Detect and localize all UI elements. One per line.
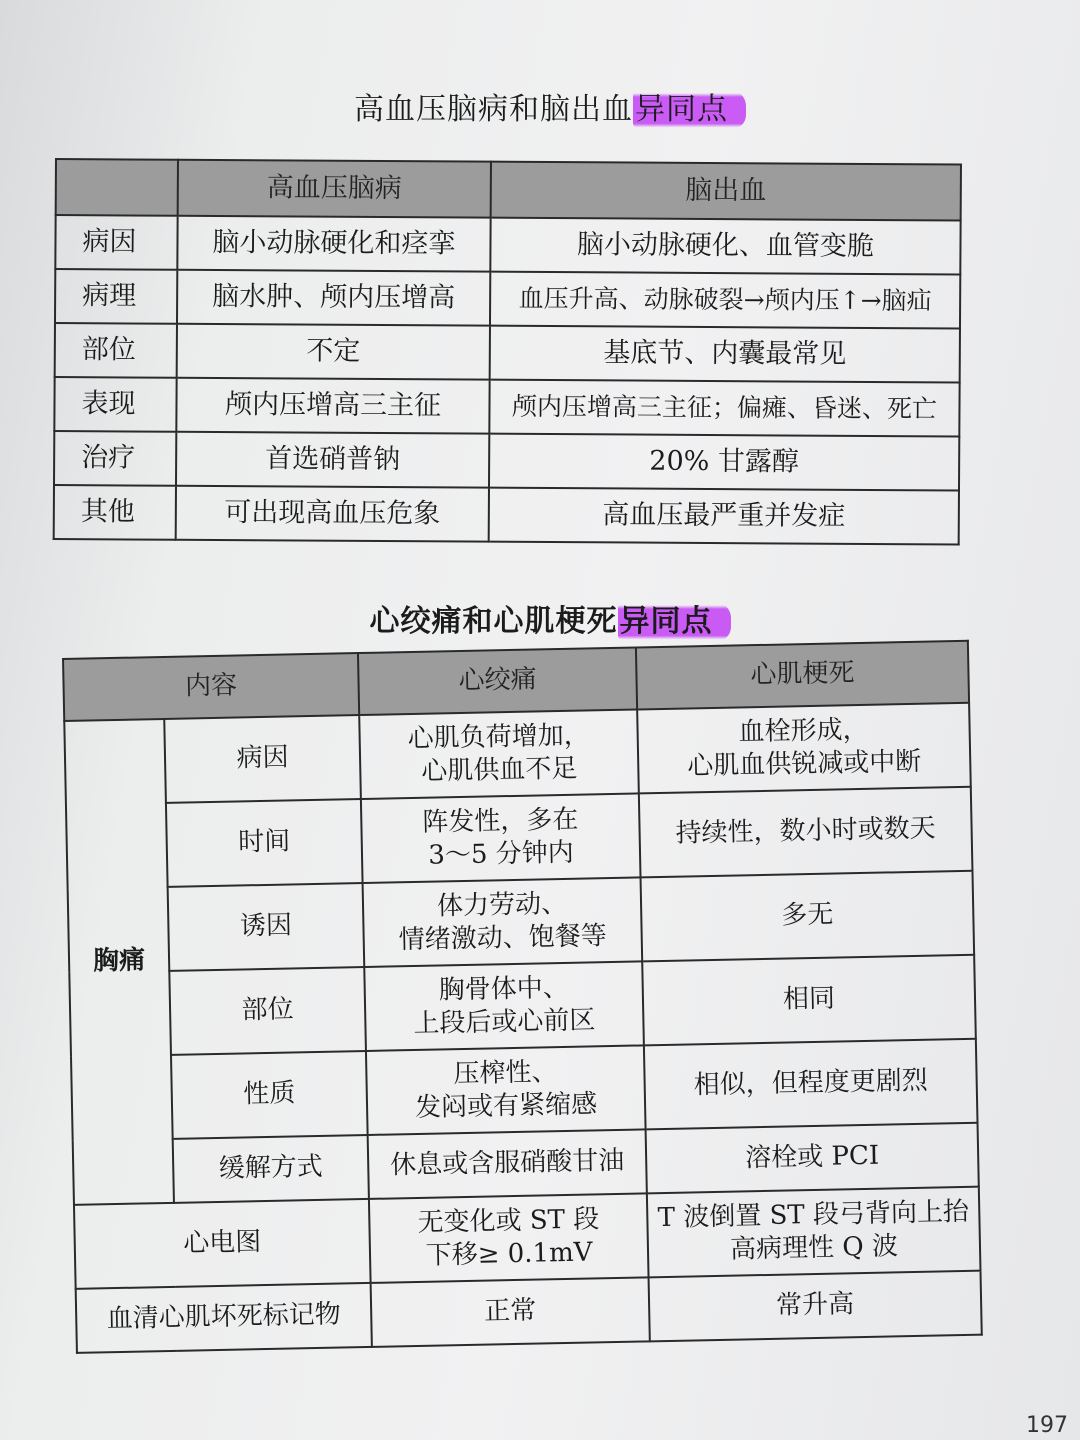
table-cell: 相似，但程度更剧烈 xyxy=(644,1039,978,1130)
table-cell: 基底节、内囊最常见 xyxy=(490,326,960,383)
section2-title: 心绞痛和心肌梗死异同点 xyxy=(200,596,900,640)
row-header: 部位 xyxy=(55,323,177,378)
section1-title: 高血压脑病和脑出血异同点 xyxy=(200,84,900,128)
row-header: 血清心肌坏死标记物 xyxy=(76,1283,372,1353)
row-header: 缓解方式 xyxy=(173,1135,369,1203)
header-cell xyxy=(56,159,178,216)
row-header: 表现 xyxy=(54,377,176,432)
table-cell: 首选硝普钠 xyxy=(176,432,489,488)
table-cell: 心肌负荷增加， 心肌供血不足 xyxy=(359,709,639,799)
table-header-row xyxy=(56,159,961,221)
page-number: 197 xyxy=(1026,1413,1068,1438)
table-cell: 20% 甘露醇 xyxy=(489,434,959,491)
hypertensive-encephalopathy-vs-cerebral-hemorrhage-table xyxy=(53,158,962,546)
table-cell: 持续性，数小时或数天 xyxy=(639,787,973,878)
table-cell: 正常 xyxy=(371,1277,650,1347)
table-cell: 休息或含服硝酸甘油 xyxy=(368,1129,647,1199)
row-header: 时间 xyxy=(166,799,363,887)
table-row xyxy=(54,485,959,545)
table-cell: 无变化或 ST 段 下移≥ 0.1mV xyxy=(369,1193,649,1283)
row-header: 诱因 xyxy=(168,883,365,971)
header-cell: 脑出血 xyxy=(491,162,961,221)
row-header: 心电图 xyxy=(74,1199,371,1289)
table-row xyxy=(54,377,959,437)
highlighted-text: 异同点 xyxy=(618,602,731,641)
table-row xyxy=(55,323,960,383)
row-header: 病因 xyxy=(55,215,177,270)
row-header: 病因 xyxy=(164,715,361,803)
table-cell: 颅内压增高三主征；偏瘫、昏迷、死亡 xyxy=(489,380,959,437)
table-cell: 可出现高血压危象 xyxy=(176,486,489,542)
table-cell: 压榨性、 发闷或有紧缩感 xyxy=(366,1045,646,1135)
table-cell: 血栓形成， 心肌血供锐减或中断 xyxy=(637,703,971,794)
table-cell: 胸骨体中、 上段后或心前区 xyxy=(364,961,644,1051)
table-row xyxy=(55,269,960,329)
row-header: 部位 xyxy=(169,967,366,1055)
table-cell: 不定 xyxy=(177,324,490,380)
header-cell: 内容 xyxy=(63,653,359,721)
table-cell: 脑水肿、颅内压增高 xyxy=(177,270,490,326)
header-cell: 心绞痛 xyxy=(358,647,637,715)
header-cell: 心肌梗死 xyxy=(636,641,969,710)
table-cell: 溶栓或 PCI xyxy=(646,1123,979,1194)
table-cell: 体力劳动、 情绪激动、饱餐等 xyxy=(363,877,643,967)
table-cell: 血压升高、动脉破裂→颅内压↑→脑疝 xyxy=(490,272,960,329)
table-cell: 常升高 xyxy=(649,1271,982,1342)
table-row xyxy=(55,215,960,275)
table-cell: 相同 xyxy=(642,955,976,1046)
row-header: 性质 xyxy=(171,1051,368,1139)
table-cell: 脑小动脉硬化、血管变脆 xyxy=(490,218,960,275)
table-cell: 脑小动脉硬化和痉挛 xyxy=(177,216,490,272)
highlighted-text: 异同点 xyxy=(633,90,746,129)
row-header: 其他 xyxy=(54,485,176,540)
row-header: 病理 xyxy=(55,269,177,324)
table-cell: 多无 xyxy=(641,871,975,962)
table-cell: 颅内压增高三主征 xyxy=(176,378,489,434)
table-row xyxy=(54,431,959,491)
angina-vs-myocardial-infarction-table xyxy=(62,640,983,1354)
header-cell: 高血压脑病 xyxy=(178,160,491,218)
chest-pain-group-label: 胸痛 xyxy=(64,719,174,1205)
table-cell: 高血压最严重并发症 xyxy=(489,488,959,545)
row-header: 治疗 xyxy=(54,431,176,486)
table-cell: T 波倒置 ST 段弓背向上抬 高病理性 Q 波 xyxy=(647,1187,981,1278)
table-cell: 阵发性，多在 3～5 分钟内 xyxy=(361,793,641,883)
